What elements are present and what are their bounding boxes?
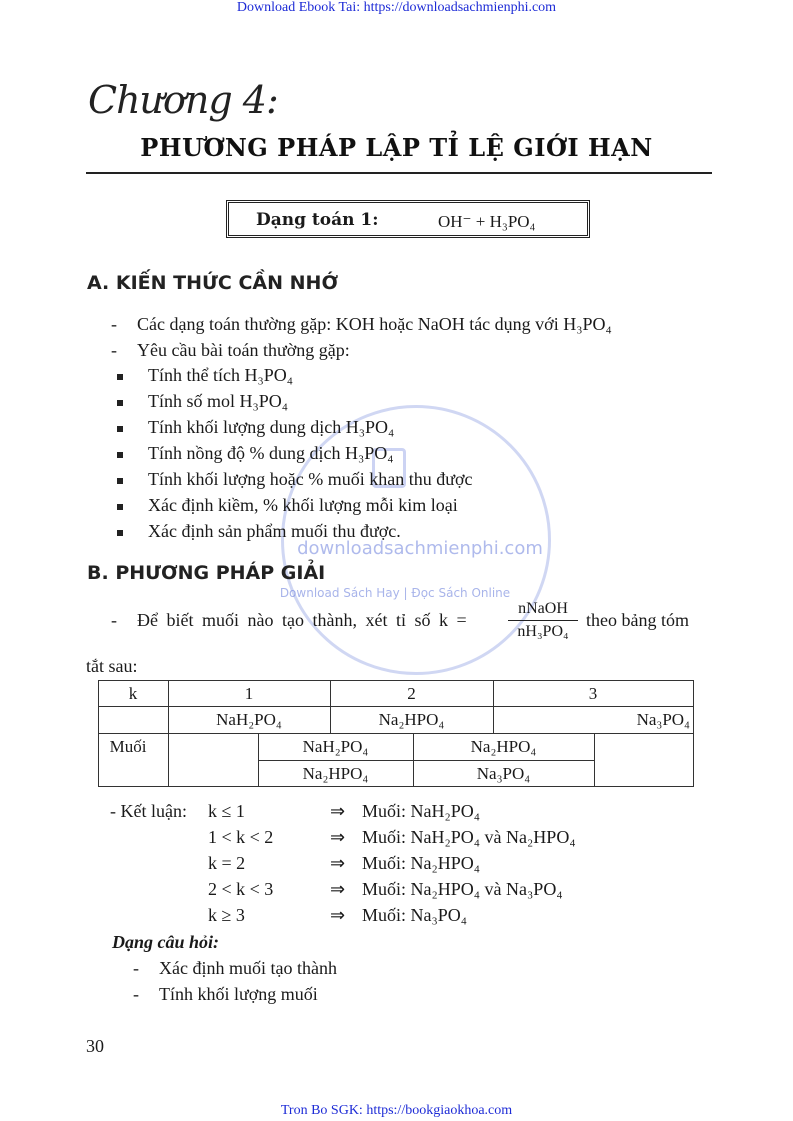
table-cell: Na₂HPO₄	[470, 737, 537, 756]
implies-icon: ⇒	[330, 801, 346, 821]
dash-marker: -	[111, 314, 117, 334]
bullet-item: Tính số mol H₃PO₄	[148, 391, 289, 411]
table-k-value: 3	[588, 684, 598, 703]
table-header-k: k	[128, 684, 138, 703]
table-cell: Na₃PO₄	[636, 710, 690, 729]
table-cell: Na₂HPO₄	[378, 710, 445, 729]
bullet-icon	[117, 426, 123, 432]
conclusion-condition: k ≥ 3	[208, 905, 245, 925]
table-border	[258, 760, 594, 761]
bullet-item: Tính nồng độ % dung dịch H₃PO₄	[148, 443, 394, 463]
table-cell: Na₂HPO₄	[302, 764, 369, 783]
question-type-item: Tính khối lượng muối	[159, 984, 318, 1004]
implies-icon: ⇒	[330, 827, 346, 847]
conclusion-result: Muối: NaH₂PO₄	[362, 801, 481, 821]
conclusion-label: - Kết luận:	[110, 801, 187, 821]
table-cell: Na₃PO₄	[476, 764, 531, 783]
section-b-heading: B. PHƯƠNG PHÁP GIẢI	[87, 562, 326, 584]
dash-item-1: Các dạng toán thường gặp: KOH hoặc NaOH tác dụng với H₃PO₄	[137, 314, 612, 334]
dash-marker: -	[133, 958, 139, 978]
table-border	[98, 706, 694, 707]
table-border	[693, 680, 694, 786]
chapter-label: Chương 4:	[88, 78, 278, 122]
conclusion-result: Muối: Na₂HPO₄ và Na₃PO₄	[362, 879, 563, 899]
bullet-icon	[117, 374, 123, 380]
ratio-fraction	[508, 600, 578, 641]
bullet-item: Tính khối lượng dung dịch H₃PO₄	[148, 417, 395, 437]
table-k-value: 1	[244, 684, 254, 703]
ratio-intro-right: theo bảng tóm	[586, 610, 689, 630]
table-label-muoi: Muối	[109, 737, 147, 756]
fraction-denominator: nH₃PO₄	[517, 623, 569, 640]
bullet-icon	[117, 530, 123, 536]
watermark-text: downloadsachmienphi.com	[297, 538, 543, 559]
dash-marker: -	[133, 984, 139, 1004]
question-type-item: Xác định muối tạo thành	[159, 958, 337, 978]
section-a-heading: A. KIẾN THỨC CẦN NHỚ	[87, 272, 339, 294]
bullet-item: Xác định sản phẩm muối thu được.	[148, 521, 401, 541]
conclusion-result: Muối: NaH₂PO₄ và Na₂HPO₄	[362, 827, 576, 847]
header-download-link[interactable]: Download Ebook Tai: https://downloadsachmienphi.com	[236, 0, 557, 15]
table-border	[594, 733, 595, 786]
table-border	[98, 786, 694, 787]
dash-item-2: Yêu cầu bài toán thường gặp:	[137, 340, 350, 360]
page-title: PHƯƠNG PHÁP LẬP TỈ LỆ GIỚI HẠN	[140, 133, 653, 162]
bullet-icon	[117, 478, 123, 484]
table-cell: NaH₂PO₄	[302, 737, 369, 756]
implies-icon: ⇒	[330, 879, 346, 899]
table-border	[98, 733, 694, 734]
title-underline	[86, 172, 712, 174]
bullet-icon	[117, 452, 123, 458]
conclusion-result: Muối: Na₃PO₄	[362, 905, 468, 925]
table-k-value: 2	[407, 684, 416, 703]
page-number: 30	[86, 1036, 104, 1056]
bullet-icon	[117, 504, 123, 510]
question-type-heading: Dạng câu hỏi:	[112, 932, 220, 952]
footer-sgk-link[interactable]: Tron Bo SGK: https://bookgiaokhoa.com	[280, 1103, 513, 1118]
fraction-numerator: nNaOH	[518, 600, 568, 617]
table-border	[98, 680, 694, 681]
exercise-type-formula: OH⁻ + H₃PO₄	[438, 212, 536, 231]
conclusion-condition: k = 2	[208, 853, 246, 873]
bullet-item: Tính thể tích H₃PO₄	[148, 365, 294, 385]
conclusion-condition: 2 < k < 3	[208, 879, 274, 899]
watermark-subtext: Download Sách Hay | Đọc Sách Online	[279, 586, 511, 600]
bullet-item: Tính khối lượng hoặc % muối khan thu được	[148, 469, 473, 489]
conclusion-condition: k ≤ 1	[208, 801, 245, 821]
bullet-item: Xác định kiềm, % khối lượng mỗi kim loại	[148, 495, 458, 515]
conclusion-result: Muối: Na₂HPO₄	[362, 853, 481, 873]
dash-marker: -	[111, 340, 117, 360]
implies-icon: ⇒	[330, 853, 346, 873]
table-cell: NaH₂PO₄	[216, 710, 282, 729]
dash-marker: -	[111, 610, 117, 630]
bullet-icon	[117, 400, 123, 406]
implies-icon: ⇒	[330, 905, 346, 925]
exercise-type-label: Dạng toán 1:	[256, 210, 379, 230]
ratio-intro-text: Để biết muối nào tạo thành, xét tỉ số k =	[137, 610, 467, 630]
fraction-bar	[508, 620, 578, 621]
ratio-intro-continued: tắt sau:	[86, 656, 138, 676]
conclusion-condition: 1 < k < 2	[208, 827, 274, 847]
